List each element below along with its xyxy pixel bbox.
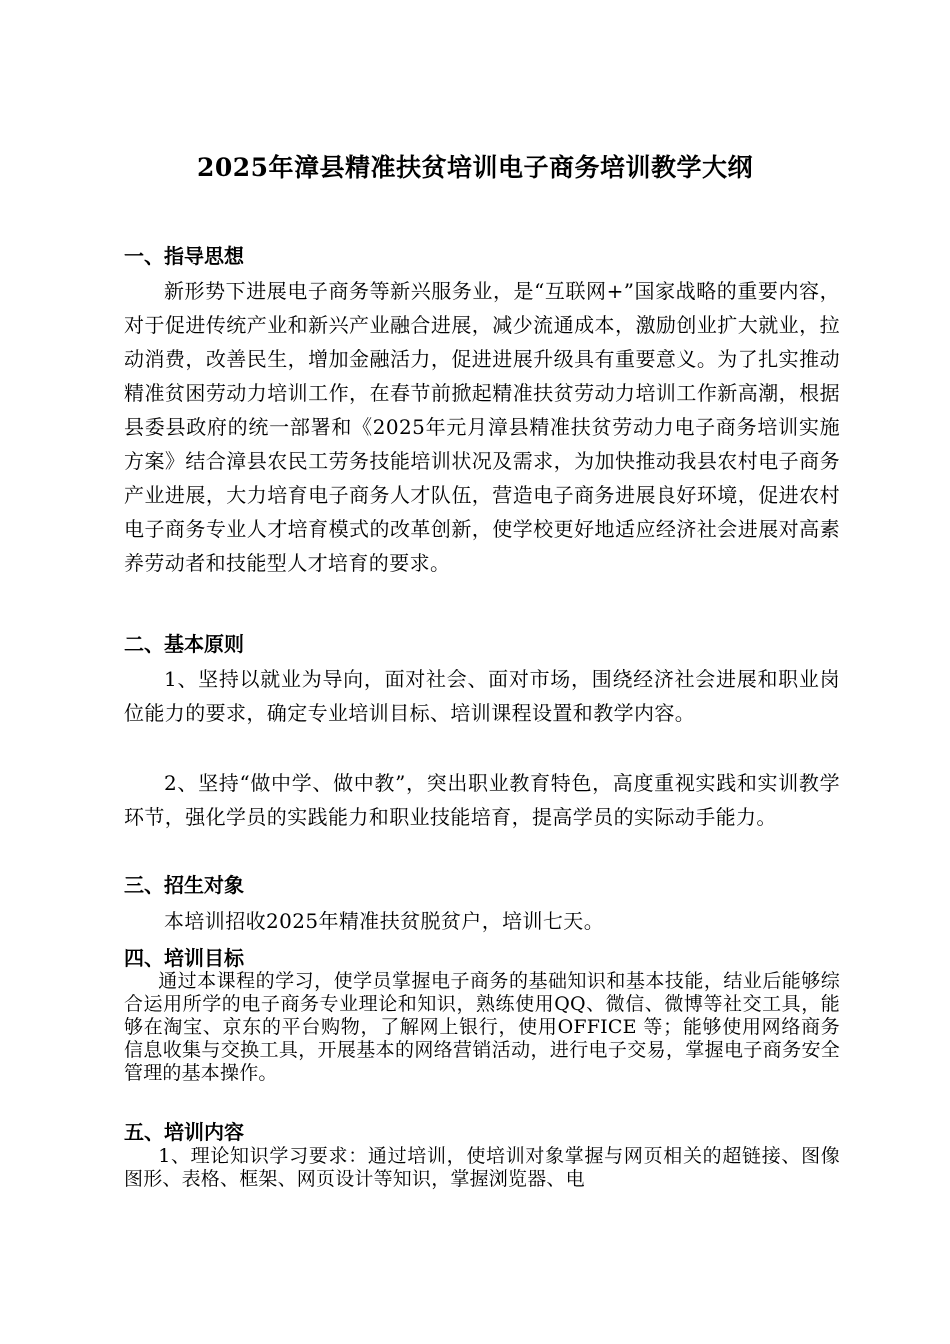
section-heading-basic-principles: 二、基本原则 [124,632,244,656]
section-paragraph: 2、坚持“做中学、做中教”，突出职业教育特色，高度重视实践和实训教学环节，强化学员的实践能力和职业技能培育，提高学员的实际动手能力。 [124,771,840,829]
section-paragraph: 本培训招收2025年精准扶贫脱贫户，培训七天。 [164,909,605,933]
section-paragraph: 新形势下进展电子商务等新兴服务业，是“互联网+”国家战略的重要内容，对于促进传统产业和新兴产业融合进展，减少流通成本，激励创业扩大就业，拉动消费，改善民生，增加金融活力，促进进展升级具有重要意义。为了扎实推动精准贫困劳动力培训工作，在春节前掀起精准扶贫劳动力培训工作新高潮，根据县委县政府的统一部署和《2025年元月漳县精准扶贫劳动力电子商务培训实施方案》结合漳县农民工劳务技能培训状况及需求，为加快推动我县农村电子商务产业进展，大力培育电子商务人才队伍，营造电子商务进展良好环境，促进农村电子商务专业人才培育模式的改革创新，使学校更好地适应经济社会进展对高素养劳动者和技能型人才培育的要求。 [124,279,840,575]
section-heading-training-content: 五、培训内容 [124,1120,244,1144]
section-heading-enrollment: 三、招生对象 [124,873,244,897]
section-paragraph: 通过本课程的学习，使学员掌握电子商务的基础知识和基本技能，结业后能够综合运用所学的电子商务专业理论和知识，熟练使用QQ、微信、微博等社交工具，能够在淘宝、京东的平台购物，了解网上银行，使用OFFICE 等；能够使用网络商务信息收集与交换工具，开展基本的网络营销活动，进行电子交易，掌握电子商务安全管理的基本操作。 [124,970,840,1084]
section-paragraph: 1、理论知识学习要求：通过培训，使培训对象掌握与网页相关的超链接、图像图形、表格、框架、网页设计等知识，掌握浏览器、电 [124,1145,840,1190]
section-paragraph: 1、坚持以就业为导向，面对社会、面对市场，围绕经济社会进展和职业岗位能力的要求，确定专业培训目标、培训课程设置和教学内容。 [124,667,840,725]
document-title: 2025年漳县精准扶贫培训电子商务培训教学大纲 [196,153,754,182]
section-heading-training-goals: 四、培训目标 [124,946,244,970]
section-heading-guiding-ideology: 一、指导思想 [124,244,244,268]
